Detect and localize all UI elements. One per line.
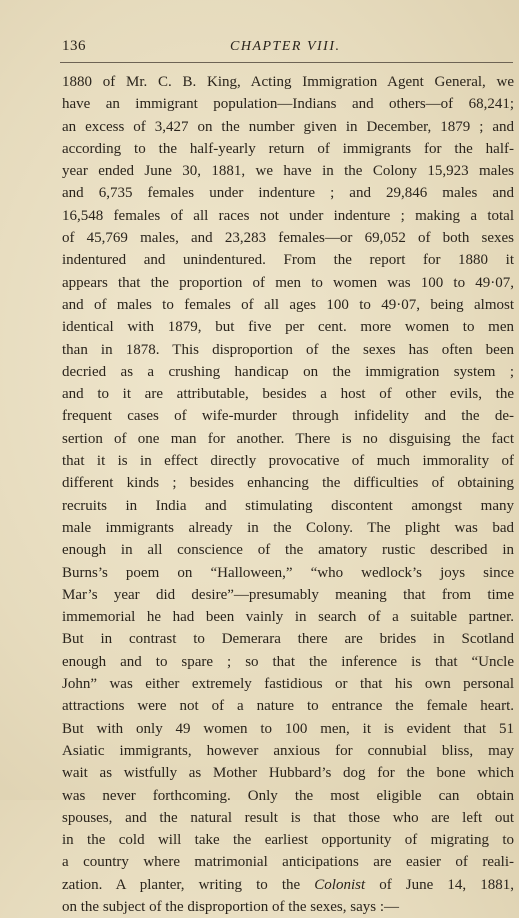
text-line: enough and to spare ; so that the inference is that “Uncle bbox=[62, 653, 514, 670]
text-line: of 45,769 males, and 23,283 females—or 69,052 of both sexes bbox=[62, 230, 514, 247]
page-header bbox=[0, 38, 519, 60]
text-segment: of June 14, 1881, bbox=[379, 876, 514, 893]
text-line: an excess of 3,427 on the number given in December, 1879 ; and bbox=[62, 118, 514, 135]
text-line: and of males to females of all ages 100 to 49·07, being almost bbox=[62, 296, 514, 313]
text-line: sertion of one man for another. There is no disguising the fact bbox=[62, 430, 514, 447]
text-line: decried as a crushing handicap on the immigration system ; bbox=[62, 363, 514, 380]
text-line-with-italic bbox=[62, 874, 514, 896]
text-line: indentured and unindentured. From the report for 1880 it bbox=[62, 252, 514, 269]
header-rule bbox=[60, 62, 513, 63]
text-line: spouses, and the natural result is that those who are left out bbox=[62, 809, 514, 826]
text-line: wait as wistfully as Mother Hubbard’s dog for the bone which bbox=[62, 765, 514, 782]
text-line: a country where matrimonial anticipations are easier of reali- bbox=[62, 854, 514, 871]
text-line: appears that the proportion of men to women was 100 to 49·07, bbox=[62, 274, 514, 291]
text-line: 16,548 females of all races not under indenture ; making a total bbox=[62, 207, 514, 224]
text-line: on the subject of the disproportion of the sexes, says :— bbox=[62, 898, 400, 915]
body-text bbox=[62, 71, 514, 918]
text-line: and to it are attributable, besides a host of other evils, the bbox=[62, 386, 514, 403]
text-line: than in 1878. This disproportion of the sexes has often been bbox=[62, 341, 514, 358]
text-line: immemorial he had been vainly in search of a suitable partner. bbox=[62, 609, 514, 626]
text-line: Burns’s poem on “Halloween,” “who wedlock’s joys since bbox=[62, 564, 514, 581]
text-line: identical with 1879, but five per cent. more women to men bbox=[62, 319, 514, 336]
text-line: Mar’s year did desire”—presumably meaning that from time bbox=[62, 586, 514, 603]
text-line: male immigrants already in the Colony. The plight was bad bbox=[62, 519, 514, 536]
text-line: But with only 49 women to 100 men, it is evident that 51 bbox=[62, 720, 514, 737]
text-line: and 6,735 females under indenture ; and 29,846 males and bbox=[62, 185, 514, 202]
text-line: John” was either extremely fastidious or that his own personal bbox=[62, 676, 514, 693]
text-line: year ended June 30, 1881, we have in the Colony 15,923 males bbox=[62, 163, 514, 180]
page-number: 136 bbox=[62, 38, 86, 54]
running-head: CHAPTER VIII. bbox=[230, 39, 341, 54]
text-line: Asiatic immigrants, however anxious for connubial bliss, may bbox=[62, 742, 514, 759]
text-line: that it is in effect directly provocative of much immorality of bbox=[62, 453, 514, 470]
text-line: attractions were not of a nature to entrance the female heart. bbox=[62, 698, 514, 715]
text-line: was never forthcoming. Only the most eligible can obtain bbox=[62, 787, 514, 804]
text-line: 1880 of Mr. C. B. King, Acting Immigration Agent General, we bbox=[62, 74, 514, 90]
text-line: according to the half-yearly return of immigrants for the half- bbox=[62, 140, 514, 157]
text-line: frequent cases of wife-murder through infidelity and the de- bbox=[62, 408, 514, 425]
text-line: have an immigrant population—Indians and others—of 68,241; bbox=[62, 96, 514, 113]
text-line: recruits in India and stimulating discontent amongst many bbox=[62, 497, 514, 514]
text-line: But in contrast to Demerara there are brides in Scotland bbox=[62, 631, 514, 648]
text-segment: zation. A planter, writing to the bbox=[62, 876, 301, 893]
text-line: in the cold will take the earliest opportunity of migrating to bbox=[62, 832, 514, 849]
text-line: enough in all conscience of the amatory rustic described in bbox=[62, 542, 514, 559]
italic-title: Colonist bbox=[314, 876, 366, 893]
text-line: different kinds ; besides enhancing the difficulties of obtaining bbox=[62, 475, 514, 492]
